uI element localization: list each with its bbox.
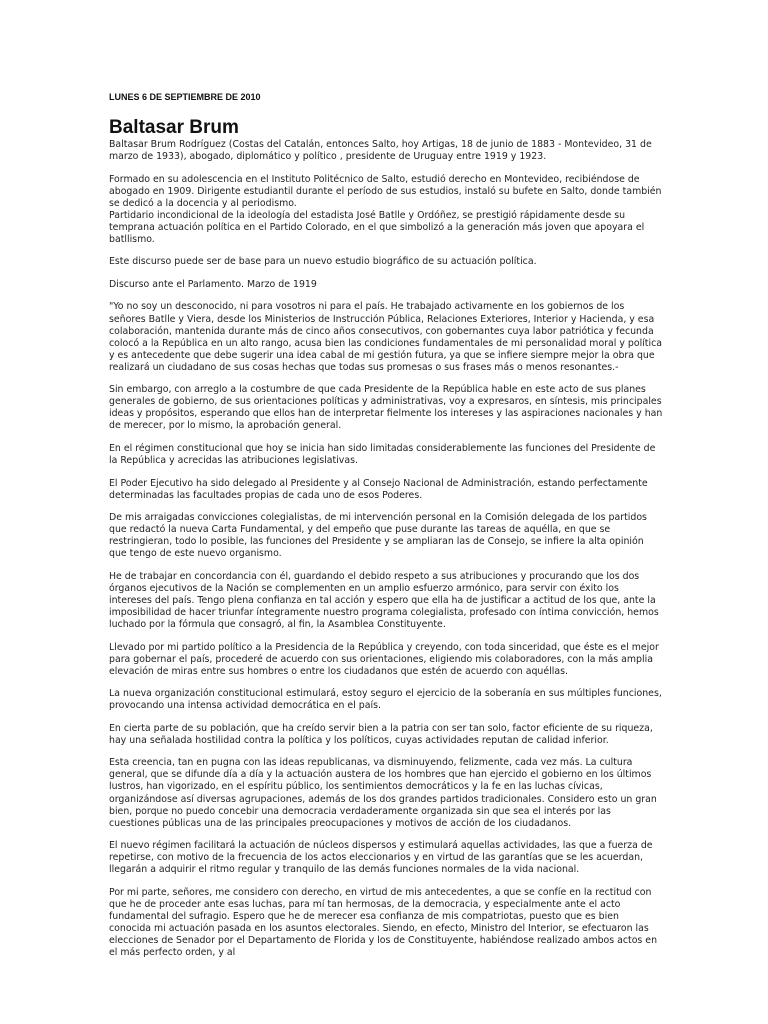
post-paragraph: "Yo no soy un desconocido, ni para vosotros ni para el país. He trabajado activamente en los gobiernos de los señores Batlle y Viera, desde los Ministerios de Instrucción Pública, Relaciones Exteriores, Interior y Hacienda, y esa colaboración, mantenida durante más de cinco años consecutivos, con gobernantes cuya labor patriótica y fecunda colocó a la República en un alto rango, acusa bien las condiciones fundamentales de mi personalidad moral y política y es antecedente que debe sugerir una idea cabal de mi gestión futura, ya que se infiere siempre mejor la obra que realizará un ciudadano de sus cosas hechas que todas sus promesas o sus frases más o menos resonantes.- bbox=[109, 301, 662, 373]
post-paragraph: Formado en su adolescencia en el Instituto Politécnico de Salto, estudió derecho en Montevideo, recibiéndose de abogado en 1909. Dirigente estudiantil durante el período de sus estudios, instaló su bufete en Salto, donde también se dedicó a la docencia y al periodismo. bbox=[109, 173, 662, 209]
post-paragraph: Partidario incondicional de la ideología del estadista José Batlle y Ordóñez, se prestigió rápidamente desde su temprana actuación política en el Partido Colorado, en el que simbolizó a la generación más joven que apoyara el batllismo. bbox=[109, 209, 645, 245]
post-paragraph: Baltasar Brum Rodríguez (Costas del Catalán, entonces Salto, hoy Artigas, 18 de junio de 1883 - Montevideo, 31 de marzo de 1933), abogado, diplomático y político , presidente de Uruguay entre 1919 y 1923. bbox=[109, 139, 652, 163]
post-paragraph: Llevado por mi partido político a la Presidencia de la República y creyendo, con toda sinceridad, que éste es el mejor para gobernar el país, procederé de acuerdo con sus orientaciones, eligiendo mis colaboradores, con la más amplia elevación de miras entre sus hombres o entre los ciudadanos que estén de acuerdo con aquéllas. bbox=[109, 641, 659, 677]
post-paragraph: Este discurso puede ser de base para un nuevo estudio biográfico de su actuación política. bbox=[109, 256, 537, 268]
post-paragraph: El Poder Ejecutivo ha sido delegado al Presidente y al Consejo Nacional de Administración, estando perfectamente determinadas las facultades propias de cada uno de esos Poderes. bbox=[109, 477, 648, 501]
post-paragraph: La nueva organización constitucional estimulará, estoy seguro el ejercicio de la soberanía en sus múltiples funciones, provocando una intensa actividad democrática en el país. bbox=[109, 688, 662, 712]
post-paragraph: Sin embargo, con arreglo a la costumbre de que cada Presidente de la República hable en este acto de sus planes generales de gobierno, de sus orientaciones políticas y administrativas, voy a expresaros, en síntesis, mis principales ideas y propósitos, esperando que ellos han de interpretar fielmente los intereses y las aspiraciones nacionales y han de merecer, por lo mismo, la aprobación general. bbox=[109, 384, 663, 432]
post-paragraph: Discurso ante el Parlamento. Marzo de 1919 bbox=[109, 278, 317, 290]
blog-post bbox=[109, 91, 663, 970]
post-paragraph: Por mi parte, señores, me considero con derecho, en virtud de mis antecedentes, a que se confíe en la rectitud con que he de proceder ante esas luchas, para mí tan hermosas, de la democracia, y especialmente ante el acto fundamental del sufragio. Espero que he de merecer esa confianza de mis compatriotas, puesto que es bien conocida mi actuación pasada en los asuntos electorales. Siendo, en efecto, Ministro del Interior, se efectuaron las elecciones de Senador por el Departamento de Florida y los de Constituyente, habiéndose realizado ambos actos en el más perfecto orden, y al bbox=[109, 886, 658, 959]
post-date: LUNES 6 DE SEPTIEMBRE DE 2010 bbox=[109, 92, 261, 102]
post-paragraph: Esta creencia, tan en pugna con las ideas republicanas, va disminuyendo, felizmente, cada vez más. La cultura general, que se difunde día a día y la actuación austera de los hombres que han ejercido el gobierno en los últimos lustros, han vigorizado, en el espíritu público, los sentimientos democráticos y la fe en las luchas cívicas, organizándose así diversas agrupaciones, además de los dos grandes partidos tradicionales. Considero esto un gran bien, porque no puedo concebir una democracia verdaderamente organizada sin que sea el interés por las cuestiones públicas una de las principales preocupaciones y motivos de acción de los ciudadanos. bbox=[109, 757, 657, 829]
post-paragraph: En el régimen constitucional que hoy se inicia han sido limitadas considerablemente las funciones del Presidente de la República y acrecidas las atribuciones legislativas. bbox=[109, 442, 656, 466]
post-title: Baltasar Brum bbox=[109, 117, 239, 138]
post-body bbox=[109, 139, 663, 959]
post-paragraph: En cierta parte de su población, que ha creído servir bien a la patria con ser tan solo, factor eficiente de su riqueza, hay una señalada hostilidad contra la política y los políticos, cuyas actividades reputan de calidad inferior. bbox=[109, 722, 653, 746]
post-paragraph: El nuevo régimen facilitará la actuación de núcleos dispersos y estimulará aquellas actividades, las que a fuerza de repetirse, con motivo de la frecuencia de los actos eleccionarios y en virtud de las garantías que se les acuerdan, llegarán a adquirir el ritmo regular y tranquilo de las demás funciones normales de la vida nacional. bbox=[109, 840, 653, 876]
post-paragraph: De mis arraigadas convicciones colegialistas, de mi intervención personal en la Comisión delegada de los partidos que redactó la nueva Carta Fundamental, y del empeño que puse durante las tareas de aquélla, en que se restringieran, todo lo posible, las funciones del Presidente y se ampliaran las de Consejo, se infiere la alta opinión que tengo de este nuevo organismo. bbox=[109, 512, 647, 560]
post-paragraph: He de trabajar en concordancia con él, guardando el debido respeto a sus atribuciones y procurando que los dos órganos ejecutivos de la Nación se complementen en un amplio esfuerzo armónico, para servir con éxito los intereses del país. Tengo plena confianza en tal acción y espero que ella ha de justificar a actitud de los que, ante la imposibilidad de hacer triunfar íntegramente nuestro programa colegialista, profesado con íntima convicción, hemos luchado por la fórmula que consagró, al fin, la Asamblea Constituyente. bbox=[109, 570, 659, 630]
